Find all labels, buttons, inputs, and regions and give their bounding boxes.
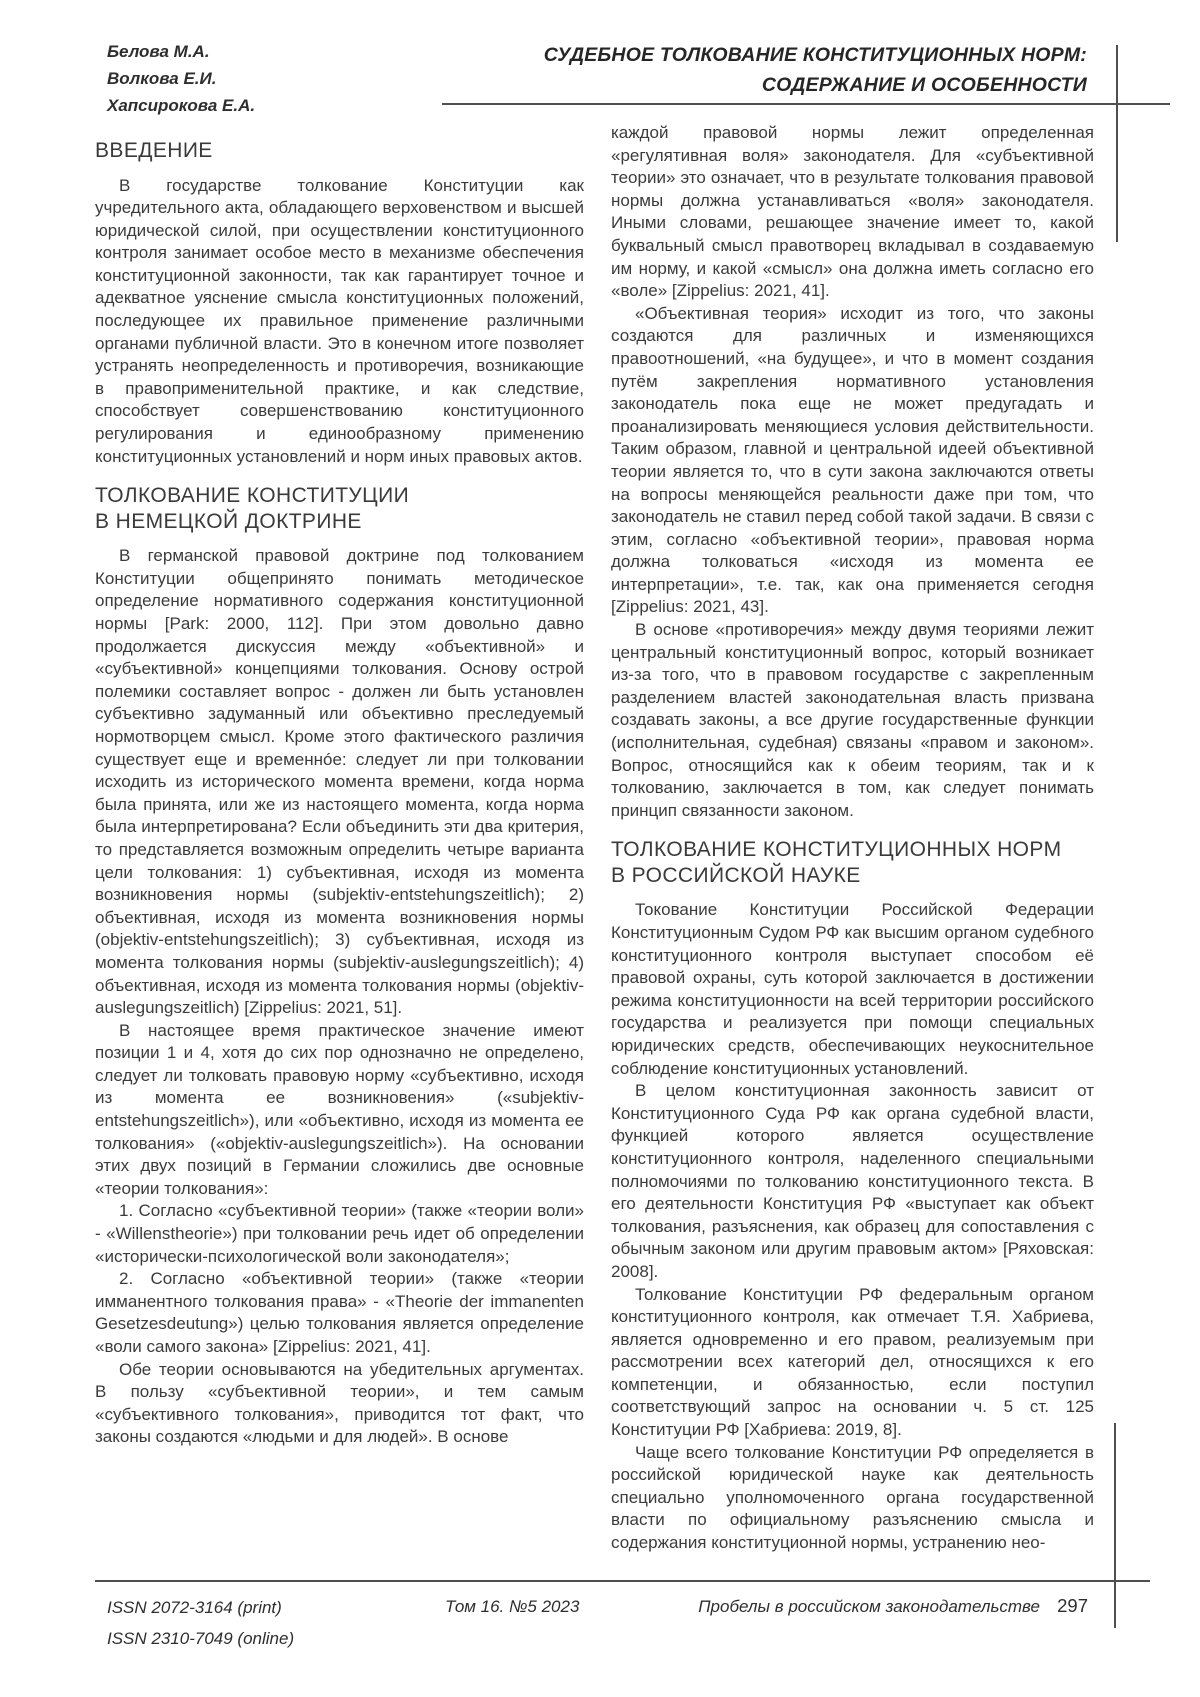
section-heading-line: ТОЛКОВАНИЕ КОНСТИТУЦИОННЫХ НОРМ [611,838,1062,862]
body-paragraph-continuation: каждой правовой нормы лежит определенная «регулятивная воля» законодателя. Для «субъективной теории» это означает, что в результате толкования правовой нормы должна устанавливаться «воля» законодателя. Иными словами, решающее значение имеет то, какой буквальный смысл правотворец вкладывал в создаваемую им норму, и какой «смысл» она должна иметь согласно его «воле» [Zippelius: 2021, 41]. [611,123,1094,301]
volume-issue: Том 16. №5 2023 [445,1597,580,1616]
author-name: Белова М.А. [107,42,210,61]
list-item-paragraph: 1. Согласно «субъективной теории» (также «теории воли» - «Willenstheorie») при толковании речь идет об определении «исторически-психологической воли законодателя»; [95,1201,584,1266]
author-name: Хапсирокова Е.А. [107,96,256,115]
header-vertical-rule [1116,45,1118,242]
section-heading-line: В НЕМЕЦКОЙ ДОКТРИНЕ [95,509,362,533]
body-paragraph: В настоящее время практическое значение имеют позиции 1 и 4, хотя до сих пор однозначно не определено, следует ли толковать правовую норму «субъективно, исходя из момента ее возникновения» («subjektiv-entstehungszeitlich»), или «объективно, исходя из момента ее толкования» («objektiv-auslegungszeitlich»). На основании этих двух позиций в Германии сложились две основные «теории толкования»: [95,1020,584,1198]
body-paragraph: Толкование Конституции РФ федеральным органом конституционного контроля, как отмечает Т.Я. Хабриева, является одновременно и его правом, реализуемым при рассмотрении всех категорий дел, относящихся к его компетенции, и обязанностью, если поступил соответствующий запрос на основании ч. 5 ст. 125 Конституции РФ [Хабриева: 2019, 8]. [611,1284,1094,1440]
article-title [544,40,1087,100]
authors-block [107,38,255,119]
issn-online: ISSN 2310-7049 (online) [107,1629,295,1648]
section-heading-russian-science [611,837,1094,888]
body-paragraph: В германской правовой доктрине под толкованием Конституции общепринято понимать методическое определение нормативного содержания конституционной нормы [Park: 2000, 112]. При этом довольно давно продолжается дискуссия между «объективной» и «субъективной» концепциями толкования. Основу острой полемики составляет вопрос - должен ли быть установлен субъективно задуманный или объективно преследуемый нормотворцем смысл. Кроме этого фактического различия существует еще и временнóе: следует ли при толковании исходить из исторического момента времени, когда норма была принята, или же из настоящего момента, когда норма была интерпретирована? Если объединить эти два критерия, то представляется возможным определить четыре варианта цели толкования: 1) субъективная, исходя из момента возникновения нормы (subjektiv-entstehungszeitlich); 2) объективная, исходя из момента возникновения нормы (objektiv-entstehungszeitlich); 3) субъективная, исходя из момента толкования нормы (subjektiv-auslegungszeitlich); 4) объективная, исходя из момента толкования нормы (objektiv-auslegungszeitlich) [Zippelius: 2021, 51]. [95,546,584,1018]
header-divider-line [442,103,1170,105]
footer-divider-line [95,1580,1150,1582]
author-name: Волкова Е.И. [107,69,217,88]
body-paragraph: Чаще всего толкование Конституции РФ определяется в российской юридической науке как деятельность специально уполномоченного органа государственной власти по официальному разъяснению смысла и содержания конституционной нормы, устранению нео- [611,1442,1094,1553]
footer-vertical-rule [1114,1423,1116,1628]
issn-print: ISSN 2072-3164 (print) [107,1598,282,1617]
body-paragraph: В целом конституционная законность зависит от Конституционного Суда РФ как органа судебной власти, функцией которого является осуществление конституционного контроля, наделенного специальными полномочиями по толкованию конституционного текста. В его деятельности Конституция РФ «выступает как объект толкования, разъяснения, как образец для сопоставления с обычным законом или другим правовым актом» [Ряховская: 2008]. [611,1081,1094,1281]
left-column [95,138,584,1449]
issn-block [107,1592,294,1654]
body-paragraph: В государстве толкование Конституции как учредительного акта, обладающего верховенством и высшей юридической силой, при осуществлении конституционного контроля занимает особое место в механизме обеспечения конституционной законности, так как гарантирует точное и адекватное уяснение смысла конституционных положений, последующее их правильное применение различными органами публичной власти. Это в конечном итоге позволяет устранять неопределенность и противоречия, возникающие в правоприменительной практике, и как следствие, способствует совершенствованию конституционного регулирования и единообразному применению конституционных установлений и норм иных правовых актов. [95,175,584,466]
body-paragraph: Обе теории основываются на убедительных аргументах. В пользу «субъективной теории», и тем самым «субъективного толкования», приводится тот факт, что законы создаются «людьми и для людей». В основе [95,1359,584,1447]
list-item-paragraph: 2. Согласно «объективной теории» (также «теории имманентного толкования права» - «Theorie der immanenten Gesetzesdeutung») целью толкования является определение «воли самого закона» [Zippelius: 2021, 41]. [95,1269,584,1356]
article-title-line: СУДЕБНОЕ ТОЛКОВАНИЕ КОНСТИТУЦИОННЫХ НОРМ: [543,44,1087,66]
article-title-line: СОДЕРЖАНИЕ И ОСОБЕННОСТИ [761,74,1087,96]
right-column [611,122,1094,1555]
body-paragraph: Токование Конституции Российской Федерации Конституционным Судом РФ как высшим органом судебного конституционного контроля выступает способом её правовой охраны, суть которой заключается в достижении режима конституционности на всей территории российского государства и реализуется при помощи специальных юридических средств, обеспечивающих неукоснительное соблюдение конституционных установлений. [611,900,1094,1078]
section-heading-introduction: ВВЕДЕНИЕ [95,139,213,162]
body-paragraph: В основе «противоречия» между двумя теориями лежит центральный конституционный вопрос, который возникает из-за того, что в правовом государстве с закрепленным разделением властей законодательная власть призвана создавать законы, а все другие государственные функции (исполнительная, судебная) связаны «правом и законом». Вопрос, относящийся как к обеим теориям, так и к толкованию, заключается в том, как следует понимать принцип связанности законом. [611,620,1094,820]
section-heading-german-doctrine [95,483,584,534]
body-paragraph: «Объективная теория» исходит из того, что законы создаются для различных и изменяющихся правоотношений, «на будущее», и что в момент создания путём закрепления нормативного установления законодатель пока еще не может предугадать и проанализировать меняющиеся условия действительности. Таким образом, главной и центральной идеей объективной теории является то, что в сути закона заключаются ответы на вопросы меняющейся реальности даже при том, что законодатель не ставил перед собой такой задачи. В связи с этим, согласно «объективной теории», правовая норма должна толковаться «исходя из момента ее интерпретации», т.е. так, как она применяется сегодня [Zippelius: 2021, 43]. [611,303,1094,617]
page-number: 297 [1057,1595,1088,1616]
journal-title: Пробелы в российском законодательстве [698,1597,1040,1616]
section-heading-line: ТОЛКОВАНИЕ КОНСТИТУЦИИ [95,484,410,508]
section-heading-line: В РОССИЙСКОЙ НАУКЕ [611,863,861,887]
